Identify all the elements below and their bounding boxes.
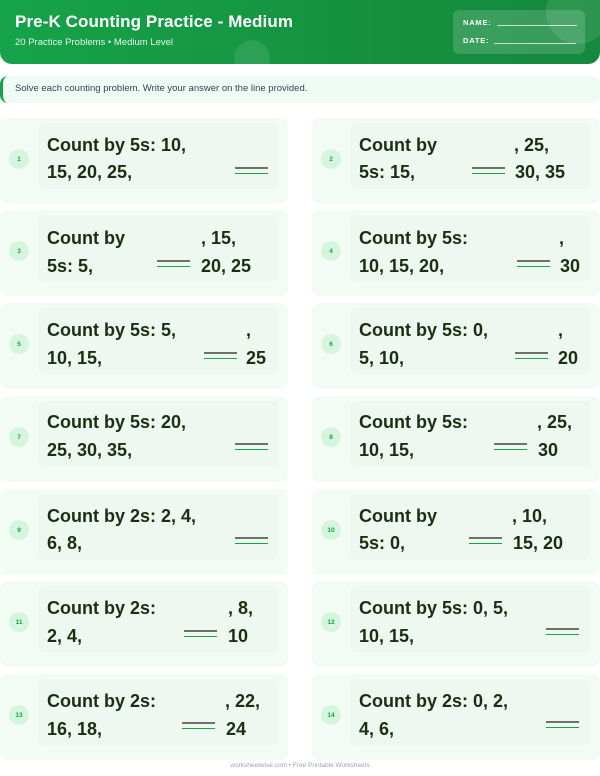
problem-card <box>0 118 288 204</box>
problem-text-line2-after: 20 <box>558 348 579 368</box>
problem-text-line1: Count by 2s: 2, 4, <box>47 506 197 526</box>
problem-card <box>0 396 288 482</box>
problem-text-line2: 10, 15, <box>359 626 415 646</box>
problem-card <box>0 303 288 389</box>
problem-text-line2: 16, 18, <box>47 719 103 739</box>
problem-text-line2: 5, 10, <box>359 348 405 368</box>
problem-text-line2: 10, 15, <box>359 440 415 460</box>
problem-text-line1-after: , 25, <box>537 412 573 432</box>
answer-blank[interactable] <box>157 260 190 268</box>
problem-text-line2-after: 20, 25 <box>201 256 252 276</box>
problem-card <box>312 396 600 482</box>
problem-number-badge: 3 <box>9 241 29 261</box>
answer-blank[interactable] <box>515 352 548 360</box>
problem-text-line2: 2, 4, <box>47 626 83 646</box>
problem-text-line2: 15, 20, 25, <box>47 162 133 182</box>
answer-blank[interactable] <box>204 352 237 360</box>
problem-text-line2-after: 30, 35 <box>515 162 566 182</box>
problem-card <box>312 303 600 389</box>
problem-text-line2: 6, 8, <box>47 533 83 553</box>
problem-number-badge: 10 <box>321 520 341 540</box>
problem-text-line1: Count by 5s: 0, <box>359 320 489 340</box>
problem-number-badge: 6 <box>321 334 341 354</box>
problem-card <box>312 210 600 296</box>
problem-number-badge: 12 <box>321 612 341 632</box>
problem-text-line1: Count by 5s: 0, 5, <box>359 598 509 618</box>
problem-text-line2-after: 10 <box>228 626 249 646</box>
problem-text-line1-after: , 15, <box>201 228 237 248</box>
problem-text-line2-after: 24 <box>226 719 247 739</box>
answer-blank[interactable] <box>472 167 505 175</box>
problem-number-badge: 1 <box>9 149 29 169</box>
problem-text-line2: 10, 15, <box>47 348 103 368</box>
problem-text-line2: 10, 15, 20, <box>359 256 445 276</box>
problem-text-line1: Count by <box>47 228 125 248</box>
problem-text-line1: Count by 5s: 20, <box>47 412 187 432</box>
footer-text: worksheetwise.com • Free Printable Worksheets <box>230 762 370 769</box>
name-line[interactable] <box>497 25 577 26</box>
problem-number-badge: 13 <box>9 705 29 725</box>
problem-text-line1: Count by 2s: <box>47 691 157 711</box>
answer-blank[interactable] <box>546 721 579 729</box>
problem-card <box>312 674 600 760</box>
answer-blank[interactable] <box>469 537 502 545</box>
answer-blank[interactable] <box>182 722 215 730</box>
problem-number-badge: 2 <box>321 149 341 169</box>
problem-text-line1: Count by 2s: <box>47 598 157 618</box>
problem-text-line1-after: , 25, <box>514 135 550 155</box>
problem-number-badge: 14 <box>321 705 341 725</box>
problem-number-badge: 5 <box>9 334 29 354</box>
name-field[interactable] <box>463 18 577 27</box>
problem-text-line1: Count by <box>359 506 437 526</box>
worksheet-header <box>0 0 600 64</box>
page-subtitle: 20 Practice Problems • Medium Level <box>15 37 174 48</box>
instructions-text: Solve each counting problem. Write your answer on the line provided. <box>15 83 308 94</box>
problem-number-badge: 9 <box>9 520 29 540</box>
problem-text-line1-after: , 22, <box>225 691 261 711</box>
problem-card <box>312 581 600 667</box>
problem-text-line2: 5s: 5, <box>47 256 94 276</box>
problem-text-line1: Count by 2s: 0, 2, <box>359 691 509 711</box>
problem-text-line1: Count by 5s: 10, <box>47 135 187 155</box>
page-title: Pre-K Counting Practice - Medium <box>15 12 294 31</box>
problem-text-line1-after: , <box>559 228 565 248</box>
answer-blank[interactable] <box>494 443 527 451</box>
name-label: NAME: <box>463 18 492 27</box>
problem-text-line2-after: 25 <box>246 348 267 368</box>
problem-text-line1: Count by <box>359 135 437 155</box>
problem-text-line2: 5s: 0, <box>359 533 406 553</box>
decorative-circle <box>234 40 270 64</box>
problem-text-line1-after: , 8, <box>228 598 254 618</box>
date-label: DATE: <box>463 36 490 45</box>
problem-text-line2: 5s: 15, <box>359 162 416 182</box>
problem-card <box>0 210 288 296</box>
problem-card <box>0 489 288 575</box>
answer-blank[interactable] <box>235 443 268 451</box>
date-line[interactable] <box>494 43 576 44</box>
answer-blank[interactable] <box>235 167 268 175</box>
problem-text-line1: Count by 5s: <box>359 412 469 432</box>
problem-number-badge: 4 <box>321 241 341 261</box>
problem-text-line1-after: , <box>558 320 564 340</box>
problem-card <box>0 674 288 760</box>
problem-text-line2-after: 30 <box>560 256 581 276</box>
answer-blank[interactable] <box>184 630 217 638</box>
problem-text-line2-after: 30 <box>538 440 559 460</box>
problem-text-line1-after: , <box>246 320 252 340</box>
instructions-banner <box>0 76 600 103</box>
problem-number-badge: 11 <box>9 612 29 632</box>
problem-text-line2-after: 15, 20 <box>513 533 564 553</box>
problem-number-badge: 7 <box>9 427 29 447</box>
problem-text-line2: 4, 6, <box>359 719 395 739</box>
problem-text-line1-after: , 10, <box>512 506 548 526</box>
problem-text-line1: Count by 5s: 5, <box>47 320 177 340</box>
problem-card <box>312 489 600 575</box>
problem-text-line2: 25, 30, 35, <box>47 440 133 460</box>
name-date-box <box>453 10 585 54</box>
problem-card <box>312 118 600 204</box>
date-field[interactable] <box>463 36 576 45</box>
answer-blank[interactable] <box>235 537 268 545</box>
answer-blank[interactable] <box>517 260 550 268</box>
problem-text-line1: Count by 5s: <box>359 228 469 248</box>
problem-number-badge: 8 <box>321 427 341 447</box>
answer-blank[interactable] <box>546 628 579 636</box>
problem-card <box>0 581 288 667</box>
